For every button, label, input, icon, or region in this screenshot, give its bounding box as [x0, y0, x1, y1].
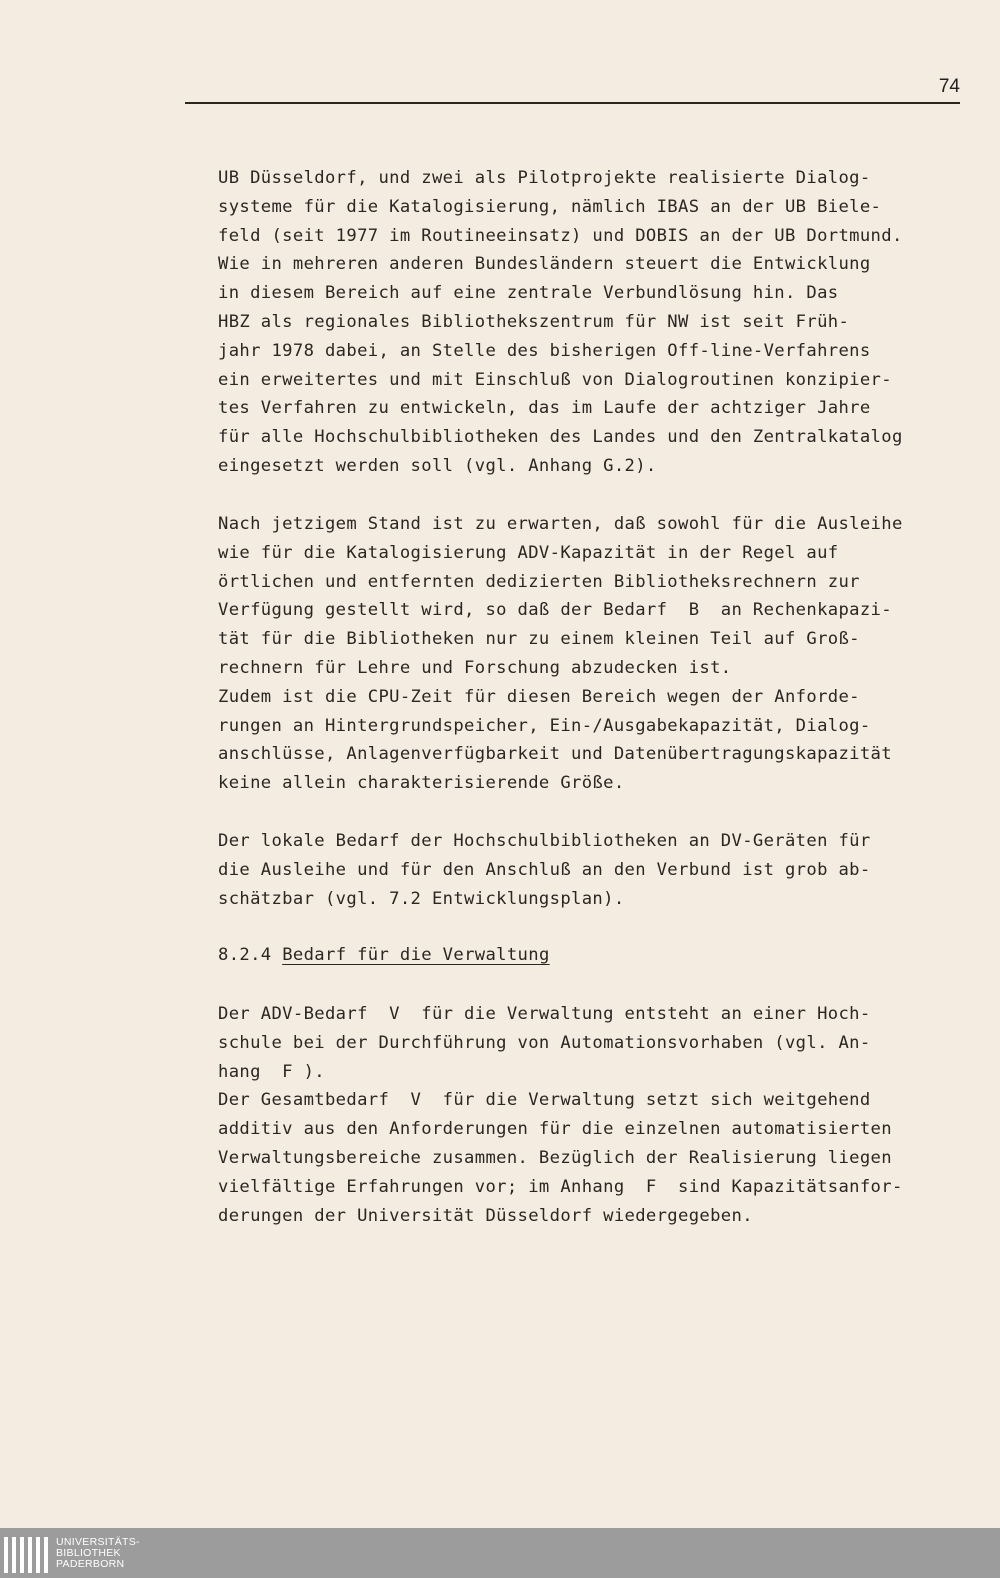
logo-line: PADERBORN [56, 1557, 125, 1570]
section-heading [218, 941, 963, 970]
text-line: tät für die Bibliotheken nur zu einem kleinen Teil auf Groß- [218, 629, 860, 650]
paragraph-2 [218, 510, 963, 798]
text-line: jahr 1978 dabei, an Stelle des bisherigen Off-line-Verfahrens [218, 340, 871, 361]
text-line: keine allein charakterisierende Größe. [218, 773, 625, 794]
text-line: vielfältige Erfahrungen vor; im Anhang F sind Kapazitätsanfor- [218, 1176, 903, 1197]
text-line: hang F ). [218, 1061, 325, 1082]
text-line: feld (seit 1977 im Routineeinsatz) und DOBIS an der UB Dortmund. [218, 225, 903, 246]
text-line: UB Düsseldorf, und zwei als Pilotprojekte realisierte Dialog- [218, 168, 871, 188]
page-number: 74 [938, 76, 960, 97]
section-number: 8.2.4 [218, 945, 272, 965]
text-line: örtlichen und entfernten dedizierten Bibliotheksrechnern zur [218, 571, 860, 592]
logo-line: UNIVERSITÄTS- [56, 1535, 140, 1548]
text-line: Verwaltungsbereiche zusammen. Bezüglich der Realisierung liegen [218, 1147, 892, 1168]
text-line: wie für die Katalogisierung ADV-Kapazität in der Regel auf [218, 542, 839, 563]
text-line: für alle Hochschulbibliotheken des Landes und den Zentralkatalog [218, 427, 903, 448]
text-line: Der Gesamtbedarf V für die Verwaltung setzt sich weitgehend [218, 1090, 871, 1111]
library-logo [4, 1528, 140, 1578]
text-line: schätzbar (vgl. 7.2 Entwicklungsplan). [218, 888, 625, 909]
text-line: schule bei der Durchführung von Automationsvorhaben (vgl. An- [218, 1032, 871, 1053]
logo-line: BIBLIOTHEK [56, 1546, 121, 1559]
text-line: Nach jetzigem Stand ist zu erwarten, daß sowohl für die Ausleihe [218, 514, 903, 534]
text-line: Der lokale Bedarf der Hochschulbibliotheken an DV-Geräten für [218, 831, 871, 851]
paragraph-1 [218, 164, 963, 481]
text-line: tes Verfahren zu entwickeln, das im Laufe der achtziger Jahre [218, 398, 871, 419]
text-line: Verfügung gestellt wird, so daß der Bedarf B an Rechenkapazi- [218, 600, 892, 621]
paragraph-3 [218, 827, 963, 913]
text-line: ein erweitertes und mit Einschluß von Dialogroutinen konzipier- [218, 369, 892, 390]
text-line: Wie in mehreren anderen Bundesländern steuert die Entwicklung [218, 254, 871, 275]
text-line: HBZ als regionales Bibliothekszentrum für NW ist seit Früh- [218, 311, 850, 332]
text-line: Zudem ist die CPU-Zeit für diesen Bereich wegen der Anforde- [218, 686, 860, 707]
text-line: eingesetzt werden soll (vgl. Anhang G.2). [218, 455, 657, 476]
section-heading-line [218, 941, 963, 970]
text-line: additiv aus den Anforderungen für die einzelnen automatisierten [218, 1119, 892, 1140]
text-line: Der ADV-Bedarf V für die Verwaltung entsteht an einer Hoch- [218, 1004, 871, 1024]
logo-text [56, 1537, 140, 1570]
logo-bars-icon [4, 1533, 48, 1573]
text-line: derungen der Universität Düsseldorf wiedergegeben. [218, 1205, 753, 1226]
text-line: anschlüsse, Anlagenverfügbarkeit und Datenübertragungskapazität [218, 744, 892, 765]
text-line: rechnern für Lehre und Forschung abzudecken ist. [218, 657, 732, 678]
text-line: rungen an Hintergrundspeicher, Ein-/Ausgabekapazität, Dialog- [218, 715, 871, 736]
footer-bar [0, 1528, 1000, 1578]
header-rule [185, 102, 960, 104]
section-title: Bedarf für die Verwaltung [282, 945, 550, 965]
text-line: in diesem Bereich auf eine zentrale Verbundlösung hin. Das [218, 283, 839, 304]
text-line: systeme für die Katalogisierung, nämlich IBAS an der UB Biele- [218, 196, 882, 217]
text-line: die Ausleihe und für den Anschluß an den Verbund ist grob ab- [218, 859, 871, 880]
paragraph-4 [218, 1000, 963, 1230]
